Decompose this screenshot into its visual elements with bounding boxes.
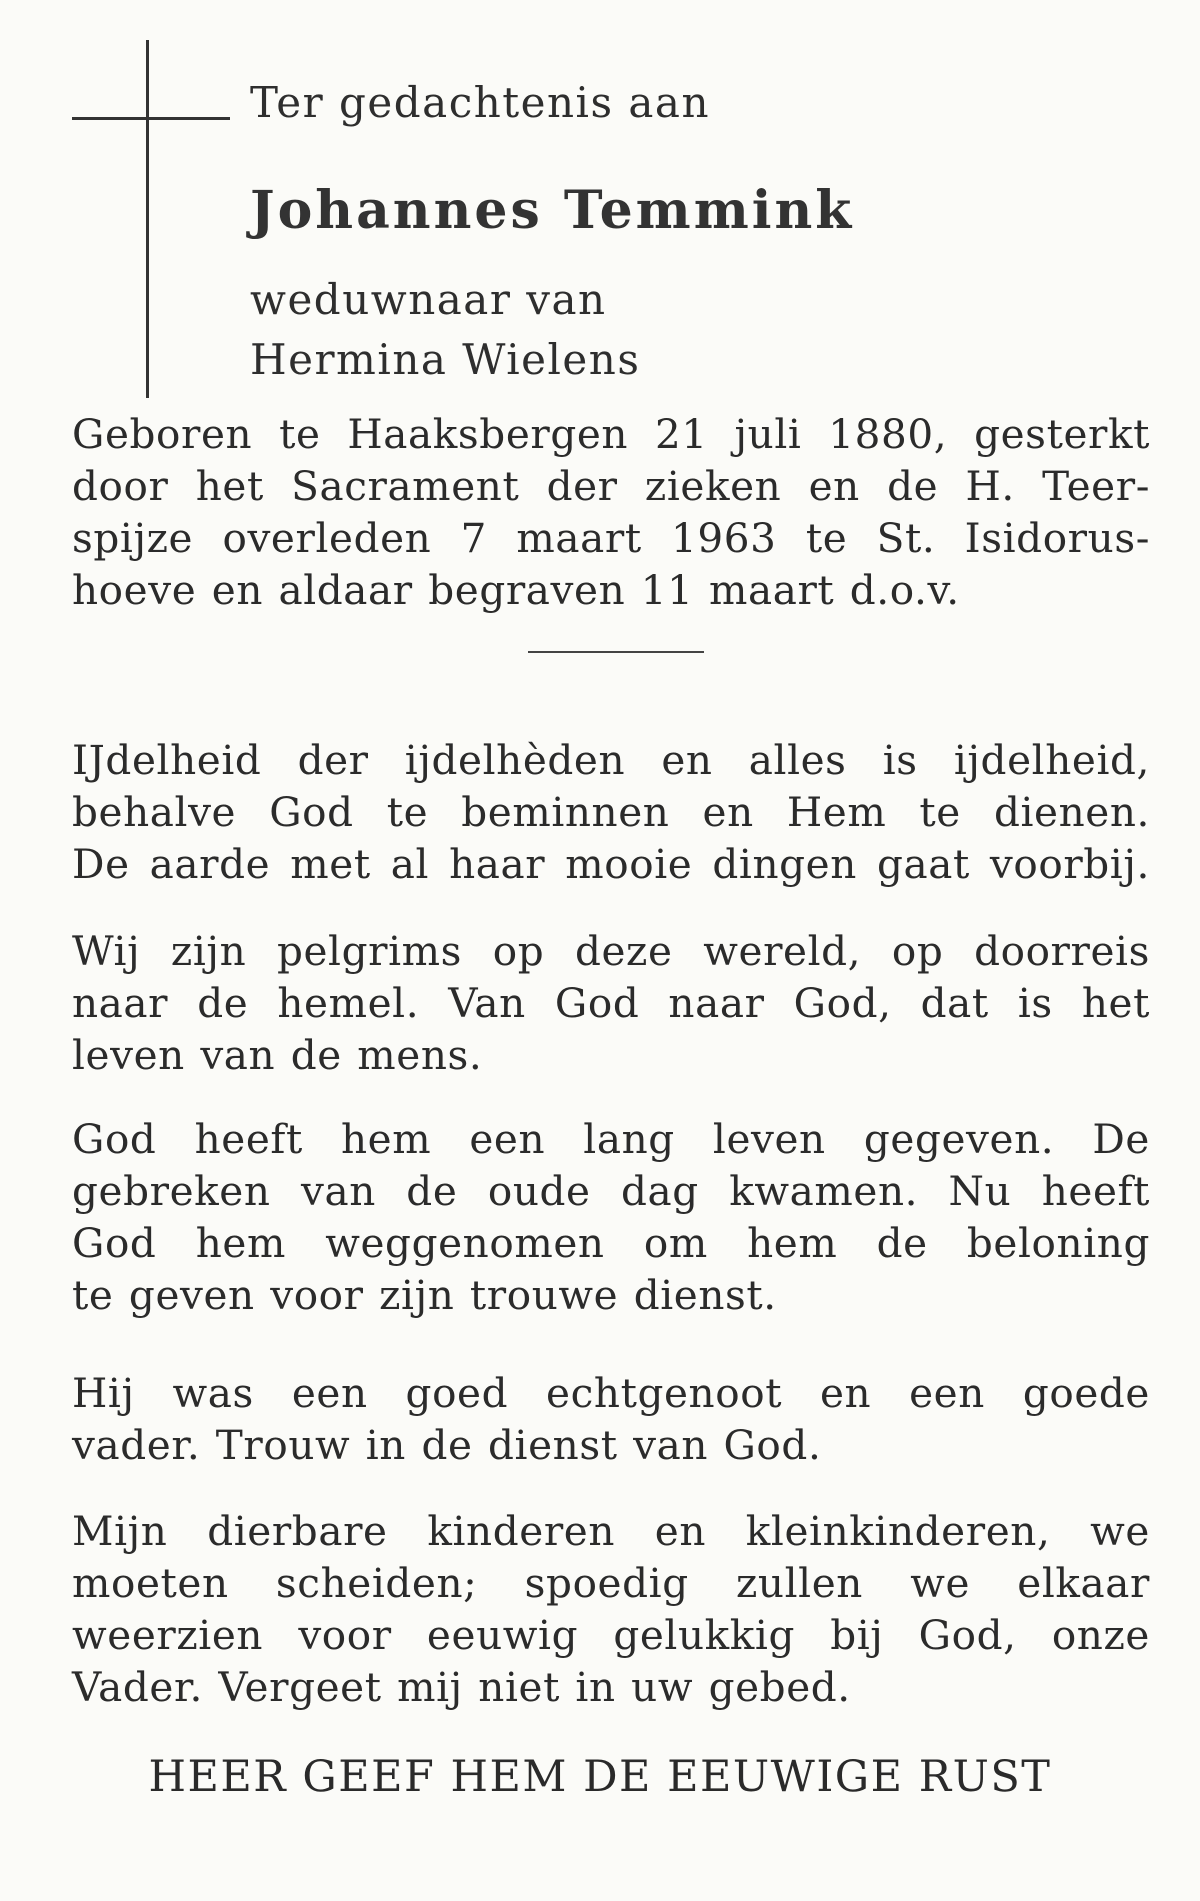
widower-label: weduwnaar van — [250, 275, 607, 324]
text-paragraph — [72, 925, 1150, 1081]
text-line: Geboren te Haaksbergen 21 juli 1880, gesterkt — [72, 410, 1150, 458]
text-line: Hij was een goed echtgenoot en een goede — [72, 1369, 1150, 1417]
spouse-name: Hermina Wielens — [250, 335, 641, 384]
deceased-name: Johannes Temmink — [250, 180, 855, 241]
text-line: Mijn dierbare kinderen en kleinkinderen, we — [72, 1507, 1150, 1555]
text-line: hoeve en aldaar begraven 11 maart d.o.v. — [72, 566, 960, 614]
text-paragraph — [72, 1505, 1150, 1713]
text-line: Vader. Vergeet mij niet in uw gebed. — [72, 1663, 851, 1711]
text-paragraph — [72, 1113, 1150, 1321]
text-line: Wij zijn pelgrims op deze wereld, op doorreis — [72, 927, 1150, 975]
divider — [528, 651, 704, 653]
memorial-intro: Ter gedachtenis aan — [250, 78, 711, 127]
closing-prayer: HEER GEEF HEM DE EEUWIGE RUST — [148, 1752, 1052, 1802]
text-line: gebreken van de oude dag kwamen. Nu heeft — [72, 1167, 1150, 1215]
text-line: leven van de mens. — [72, 1031, 483, 1079]
text-line: God heeft hem een lang leven gegeven. De — [72, 1115, 1150, 1163]
text-paragraph — [72, 734, 1150, 890]
cross-icon-bar — [72, 117, 230, 120]
text-line: IJdelheid der ijdelhèden en alles is ijdelheid, — [72, 736, 1150, 784]
text-line: door het Sacrament der zieken en de H. Teer- — [72, 462, 1150, 510]
text-line: te geven voor zijn trouwe dienst. — [72, 1271, 777, 1319]
text-line: God hem weggenomen om hem de beloning — [72, 1219, 1150, 1267]
text-line: weerzien voor eeuwig gelukkig bij God, onze — [72, 1611, 1150, 1659]
text-line: spijze overleden 7 maart 1963 te St. Isidorus- — [72, 514, 1150, 562]
biography-paragraph — [72, 408, 1150, 616]
text-paragraph — [72, 1367, 1150, 1471]
cross-icon — [146, 40, 149, 398]
text-line: naar de hemel. Van God naar God, dat is het — [72, 979, 1150, 1027]
text-line: De aarde met al haar mooie dingen gaat voorbij. — [72, 840, 1150, 888]
text-line: behalve God te beminnen en Hem te dienen. — [72, 788, 1150, 836]
text-line: vader. Trouw in de dienst van God. — [72, 1421, 822, 1469]
text-line: moeten scheiden; spoedig zullen we elkaar — [72, 1559, 1150, 1607]
